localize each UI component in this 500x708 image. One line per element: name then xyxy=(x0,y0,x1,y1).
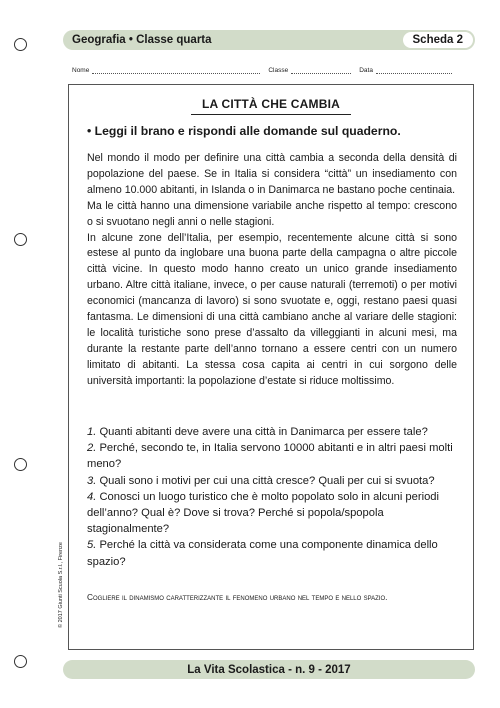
scheda-badge: Scheda 2 xyxy=(403,32,474,48)
question-item: 4. Conosci un luogo turistico che è molto popolato solo in alcuni periodi dell’anno? Qual è? Dove si trova? Perché si popola/spopola stagionalmente? xyxy=(87,490,440,536)
question-item: 2. Perché, secondo te, in Italia servono 10000 abitanti e in altri paesi molti meno? xyxy=(87,442,453,471)
binder-hole xyxy=(14,458,27,471)
question-item: 5. Perché la città va considerata come una componente dinamica dello spazio? xyxy=(87,539,438,568)
binder-hole xyxy=(14,655,27,668)
page-title: LA CITTÀ CHE CAMBIA xyxy=(201,97,340,111)
binder-hole xyxy=(14,38,27,51)
nome-field[interactable] xyxy=(92,67,260,74)
passage-paragraph: Nel mondo il modo per definire una città cambia a seconda della densità di popolazione del paese. Se in Italia si considera “città” un insediamento con almeno 10.000 abitanti, in Islanda o in Danimarca ne bastano poche centinaia. xyxy=(87,152,457,196)
passage-paragraph: Ma le città hanno una dimensione variabile anche rispetto al tempo: crescono o si svuotano negli anni o nelle stagioni. xyxy=(87,199,457,228)
instruction-text: • Leggi il brano e rispondi alle domande sul quaderno. xyxy=(87,124,401,138)
footer-bar xyxy=(63,660,475,679)
subject-label: Geografia • Classe quarta xyxy=(72,34,212,46)
header-bar xyxy=(63,30,475,50)
data-field[interactable] xyxy=(376,67,452,74)
learning-goal: Cogliere il dinamismo caratterizzante il fenomeno urbano nel tempo e nello spazio. xyxy=(87,592,388,602)
classe-field[interactable] xyxy=(291,67,351,74)
binder-hole xyxy=(14,233,27,246)
passage-paragraph: In alcune zone dell’Italia, per esempio, recentemente alcune città si sono estese al punto da inglobare una buona parte della campagna o altre piccole città vicine. In questo modo hanno creato un unico grande insediamento urbano. Altre città italiane, invece, o per cause naturali (terremoti) o per motivi economici (mancanza di lavoro) si sono svuotate e, oggi, restano paesi quasi fantasma. Le dimensioni di una città cambiano anche al variare delle stagioni: le località turistiche sono prese d’assalto da villeggianti in alcuni mesi, ma durante la restante parte dell’anno tornano a essere centri con un numero limitato di abitanti. La stessa cosa capita ai centri in cui sorgono delle università importanti: la popolazione d’estate si riduce moltissimo. xyxy=(87,231,457,387)
reading-passage xyxy=(87,151,457,390)
title-underline xyxy=(191,114,351,115)
data-label: Data xyxy=(359,67,373,74)
classe-label: Classe xyxy=(268,67,289,74)
footer-label: La Vita Scolastica - n. 9 - 2017 xyxy=(187,663,351,676)
nome-label: Nome xyxy=(72,67,90,74)
question-list xyxy=(87,424,459,570)
question-item: 3. Quali sono i motivi per cui una città cresce? Quali per cui si svuota? xyxy=(87,474,435,487)
copyright-note: © 2017 Giunti Scuola S.r.l., Firenze xyxy=(58,542,64,628)
name-row xyxy=(72,67,472,74)
question-item: 1. Quanti abitanti deve avere una città in Danimarca per essere tale? xyxy=(87,426,428,438)
